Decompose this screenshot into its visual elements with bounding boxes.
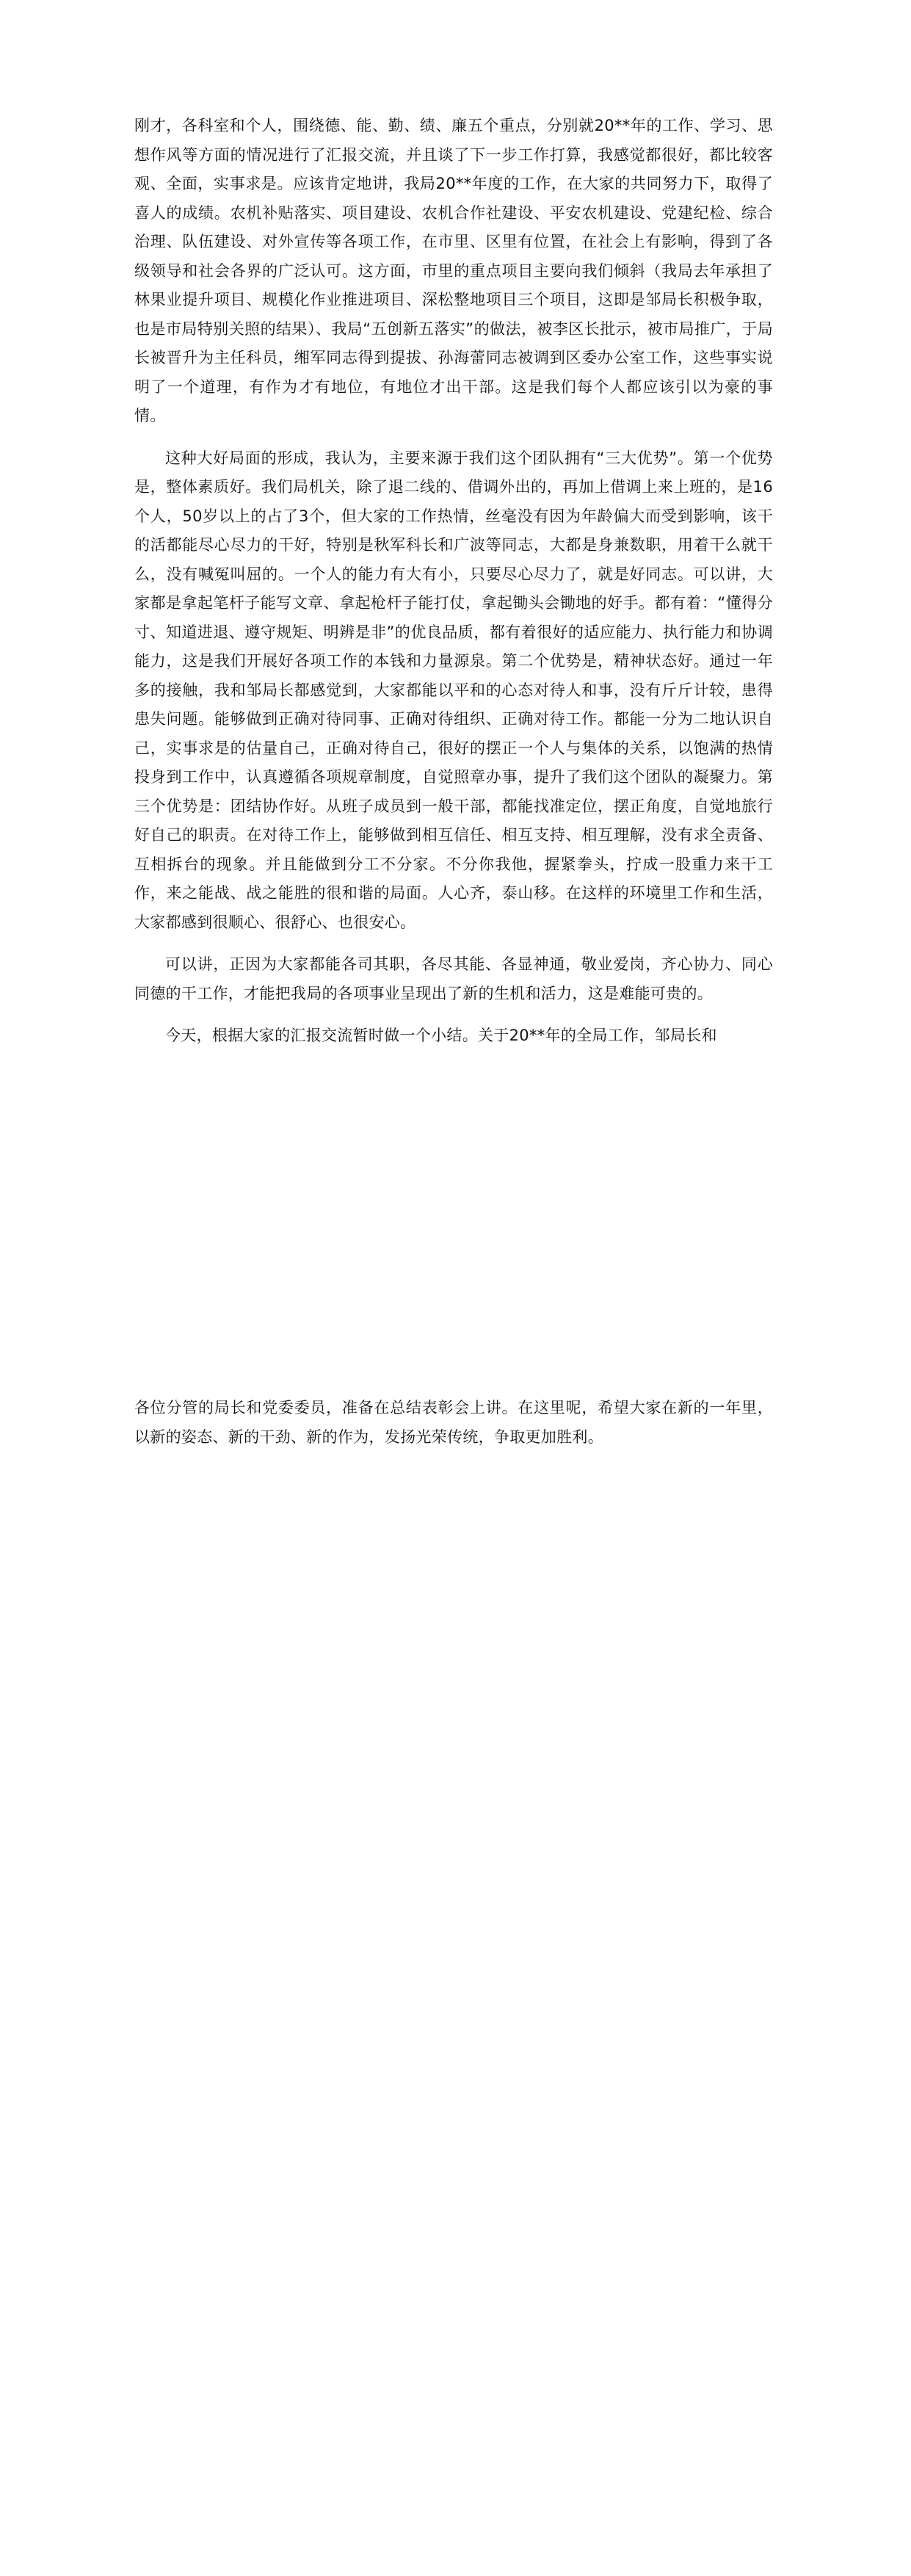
text-block-top: [134, 112, 773, 1051]
paragraph: 各位分管的局长和党委委员，准备在总结表彰会上讲。在这里呢，希望大家在新的一年里，以新的姿态、新的干劲、新的作为，发扬光荣传统，争取更加胜利。: [134, 1399, 773, 1446]
paragraph: 可以讲，正因为大家都能各司其职，各尽其能、各显神通，敬业爱岗，齐心协力、同心同德的干工作，才能把我局的各项事业呈现出了新的生机和活力，这是难能可贵的。: [134, 955, 773, 1002]
paragraph: 这种大好局面的形成，我认为，主要来源于我们这个团队拥有“三大优势”。第一个优势是，整体素质好。我们局机关，除了退二线的、借调外出的，再加上借调上来上班的，是16个人，50岁以上的占了3个，但大家的工作热情，丝毫没有因为年龄偏大而受到影响，该干的活都能尽心尽力的干好，特别是秋军科长和广波等同志，大都是身兼数职，用着干么就干么，没有喊冤叫屈的。一个人的能力有大有小，只要尽心尽力了，就是好同志。可以讲，大家都是拿起笔杆子能写文章、拿起枪杆子能打仗，拿起锄头会锄地的好手。都有着：“懂得分寸、知道进退、遵守规矩、明辨是非”的优良品质，都有着很好的适应能力、执行能力和协调能力，这是我们开展好各项工作的本钱和力量源泉。第二个优势是，精神状态好。通过一年多的接触，我和邹局长都感觉到，大家都能以平和的心态对待人和事，没有斤斤计较，患得患失问题。能够做到正确对待同事、正确对待组织、正确对待工作。都能一分为二地认识自己，实事求是的估量自己，正确对待自己，很好的摆正一个人与集体的关系，以饱满的热情投身到工作中，认真遵循各项规章制度，自觉照章办事，提升了我们这个团队的凝聚力。第三个优势是：团结协作好。从班子成员到一般干部，都能找准定位，摆正角度，自觉地旅行好自己的职责。在对待工作上，能够做到相互信任、相互支持、相互理解，没有求全责备、互相拆台的现象。并且能做到分工不分家。不分你我他，握紧拳头，拧成一股重力来干工作，来之能战、战之能胜的很和谐的局面。人心齐，泰山移。在这样的环境里工作和生活，大家都感到很顺心、很舒心、也很安心。: [134, 449, 773, 931]
paragraph: 刚才，各科室和个人，围绕德、能、勤、绩、廉五个重点，分别就20**年的工作、学习、思想作风等方面的情况进行了汇报交流，并且谈了下一步工作打算，我感觉都很好，都比较客观、全面，实事求是。应该肯定地讲，我局20**年度的工作，在大家的共同努力下，取得了喜人的成绩。农机补贴落实、项目建设、农机合作社建设、平安农机建设、党建纪检、综合治理、队伍建设、对外宣传等各项工作，在市里、区里有位置，在社会上有影响，得到了各级领导和社会各界的广泛认可。这方面，市里的重点项目主要向我们倾斜（我局去年承担了林果业提升项目、规模化作业推进项目、深松整地项目三个项目，这即是邹局长积极争取，也是市局特别关照的结果）、我局“五创新五落实”的做法，被李区长批示，被市局推广，于局长被晋升为主任科员，缃军同志得到提拔、孙海蕾同志被调到区委办公室工作，这些事实说明了一个道理，有作为才有地位，有地位才出干部。这是我们每个人都应该引以为豪的事情。: [134, 117, 773, 424]
paragraph: 今天，根据大家的汇报交流暂时做一个小结。关于20**年的全局工作，邹局长和: [165, 1027, 717, 1044]
text-block-bottom: [134, 1394, 773, 1452]
